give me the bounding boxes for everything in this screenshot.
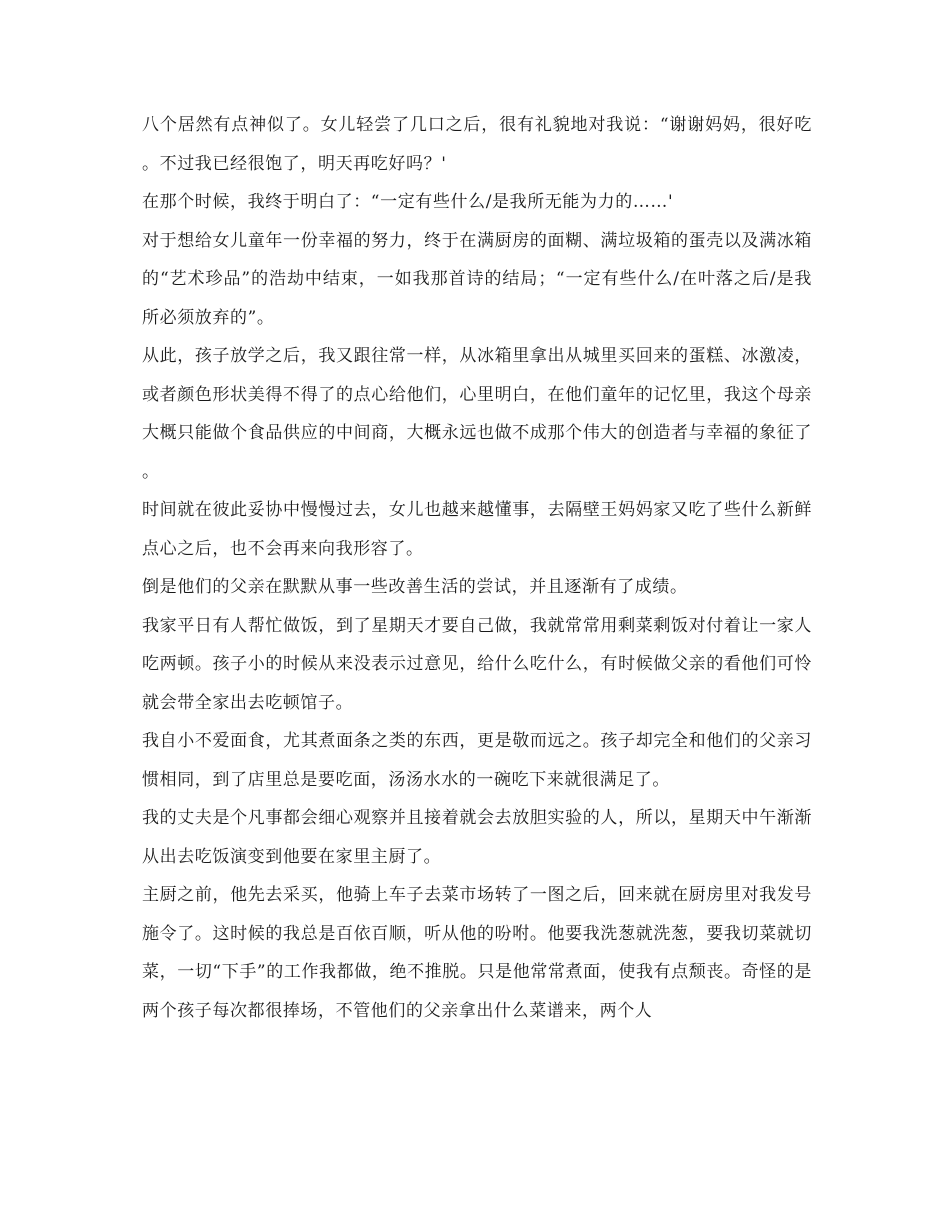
paragraph: 我家平日有人帮忙做饭，到了星期天才要自己做，我就常常用剩菜剩饭对付着让一家人吃两顿。孩子小的时候从来没表示过意见，给什么吃什么，有时候做父亲的看他们可怜就会带全家出去吃顿馆子。 <box>142 615 812 713</box>
paragraph: 我的丈夫是个凡事都会细心观察并且接着就会去放胆实验的人，所以，星期天中午渐渐从出去吃饭演变到他要在家里主厨了。 <box>142 808 812 867</box>
paragraph: 对于想给女儿童年一份幸福的努力，终于在满厨房的面糊、满垃圾箱的蛋壳以及满冰箱的“艺术珍品”的浩劫中结束，一如我那首诗的结局；“一定有些什么/在叶落之后/是我所必须放弃的”。 <box>142 230 812 328</box>
paragraph: 我自小不爱面食，尤其煮面条之类的东西，更是敬而远之。孩子却完全和他们的父亲习惯相同，到了店里总是要吃面，汤汤水水的一碗吃下来就很满足了。 <box>142 731 812 790</box>
paragraph: 倒是他们的父亲在默默从事一些改善生活的尝试，并且逐渐有了成绩。 <box>142 577 688 597</box>
paragraph: 主厨之前，他先去采买，他骑上车子去菜市场转了一图之后，回来就在厨房里对我发号施令了。这时候的我总是百依百顺，听从他的吩咐。他要我洗葱就洗葱，要我切菜就切菜，一切“下手”的工作我都做，绝不推脱。只是他常常煮面，使我有点颓丧。奇怪的是两个孩子每次都很捧场，不管他们的父亲拿出什么菜谱来，两个人 <box>142 885 812 1021</box>
paragraph: 从此，孩子放学之后，我又跟往常一样，从冰箱里拿出从城里买回来的蛋糕、冰激凌，或者颜色形状美得不得了的点心给他们，心里明白，在他们童年的记忆里，我这个母亲大概只能做个食品供应的中间商，大概永远也做不成那个伟大的创造者与幸福的象征了。 <box>142 346 812 482</box>
paragraph: 在那个时候，我终于明白了：“一定有些什么/是我所无能为力的……' <box>142 192 674 212</box>
document-body <box>142 106 812 1030</box>
paragraph: 八个居然有点神似了。女儿轻尝了几口之后，很有礼貌地对我说：“谢谢妈妈，很好吃。不过我已经很饱了，明天再吃好吗？' <box>142 115 812 174</box>
paragraph: 时间就在彼此妥协中慢慢过去，女儿也越来越懂事，去隔壁王妈妈家又吃了些什么新鲜点心之后，也不会再来向我形容了。 <box>142 500 812 559</box>
